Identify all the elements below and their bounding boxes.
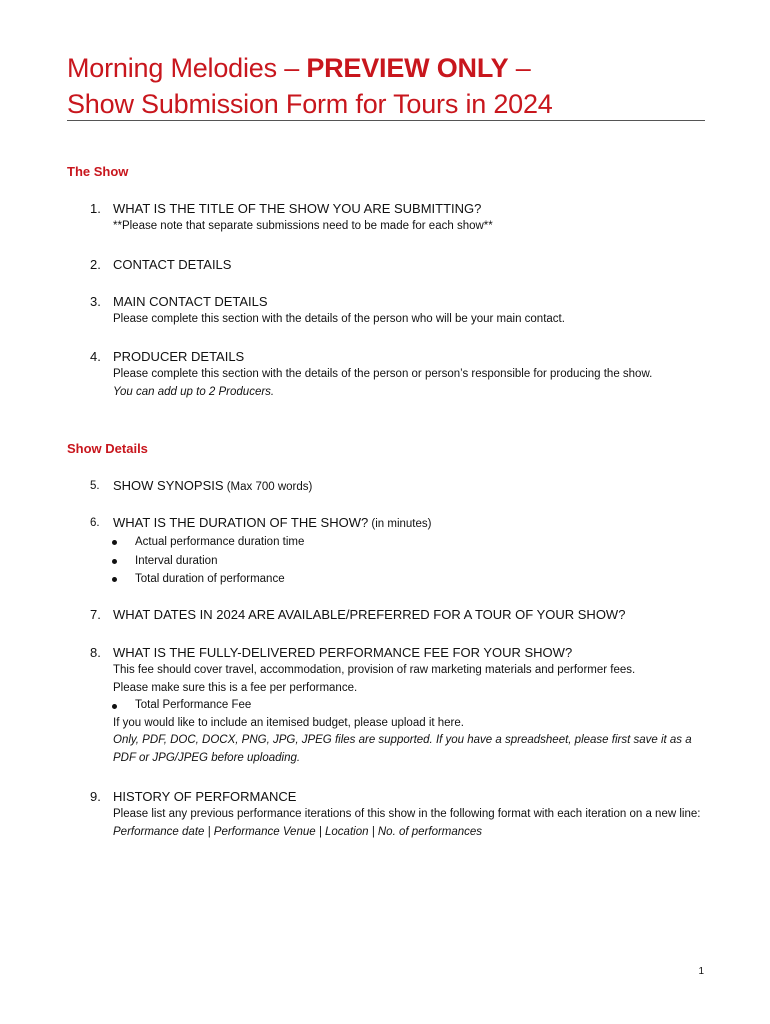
question-note: Please make sure this is a fee per performance.: [113, 681, 358, 694]
question-number: 9.: [90, 789, 101, 804]
fee-bullet-list: [90, 697, 708, 715]
bullet-item: Actual performance duration time: [90, 533, 708, 552]
question-title: PRODUCER DETAILS: [113, 349, 245, 364]
question-note-italic: Performance date | Performance Venue | Location | No. of performances: [113, 825, 483, 838]
title-line-1: [67, 50, 707, 86]
section-heading-the-show: The Show: [67, 164, 129, 179]
duration-bullet-list: [90, 533, 708, 589]
title-part-2: –: [508, 53, 531, 83]
title-part-1: Morning Melodies –: [67, 53, 307, 83]
question-number: 4.: [90, 349, 101, 364]
question-note: Please list any previous performance iterations of this show in the following format with each iteration on a new line:: [113, 808, 701, 820]
question-number: 6.: [90, 517, 100, 529]
bullet-item: Total duration of performance: [90, 570, 708, 589]
document-title: [67, 50, 707, 122]
title-preview-only: PREVIEW ONLY: [306, 53, 509, 83]
question-title: HISTORY OF PERFORMANCE: [113, 789, 297, 804]
question-title: WHAT IS THE FULLY-DELIVERED PERFORMANCE FEE FOR YOUR SHOW?: [113, 645, 573, 660]
question-title-suffix: (Max 700 words): [223, 481, 313, 493]
question-note: If you would like to include an itemised budget, please upload it here.: [113, 716, 464, 729]
question-note-italic: Only, PDF, DOC, DOCX, PNG, JPG, JPEG files are supported. If you have a spreadsheet, please first save it as a PDF or JPG/JPEG before uploading.: [113, 734, 692, 764]
question-title: WHAT IS THE TITLE OF THE SHOW YOU ARE SUBMITTING?: [113, 201, 482, 216]
document-subtitle: Show Submission Form for Tours in 2024: [67, 89, 553, 119]
question-number: 2.: [90, 257, 101, 272]
question-title-suffix: (in minutes): [368, 518, 432, 530]
page-number: 1: [698, 966, 704, 977]
section-heading-show-details: Show Details: [67, 441, 148, 456]
question-number: 5.: [90, 480, 100, 492]
title-divider: [67, 120, 705, 121]
question-title: WHAT DATES IN 2024 ARE AVAILABLE/PREFERRED FOR A TOUR OF YOUR SHOW?: [113, 607, 626, 622]
question-note-italic: You can add up to 2 Producers.: [113, 385, 275, 398]
question-note: **Please note that separate submissions need to be made for each show**: [113, 220, 493, 232]
bullet-item: Total Performance Fee: [90, 697, 708, 715]
question-number: 8.: [90, 645, 101, 660]
question-note: Please complete this section with the details of the person or person’s responsible for producing the show.: [113, 368, 653, 380]
question-title: CONTACT DETAILS: [113, 257, 232, 272]
bullet-item: Interval duration: [90, 552, 708, 571]
question-number: 7.: [90, 607, 101, 622]
question-title: WHAT IS THE DURATION OF THE SHOW?: [113, 515, 369, 530]
question-number: 3.: [90, 294, 101, 309]
question-title: MAIN CONTACT DETAILS: [113, 294, 268, 309]
question-title: SHOW SYNOPSIS: [113, 478, 224, 493]
question-note: Please complete this section with the details of the person who will be your main contact.: [113, 313, 565, 325]
question-note: This fee should cover travel, accommodation, provision of raw marketing materials and performer fees.: [113, 664, 636, 676]
question-number: 1.: [90, 201, 101, 216]
